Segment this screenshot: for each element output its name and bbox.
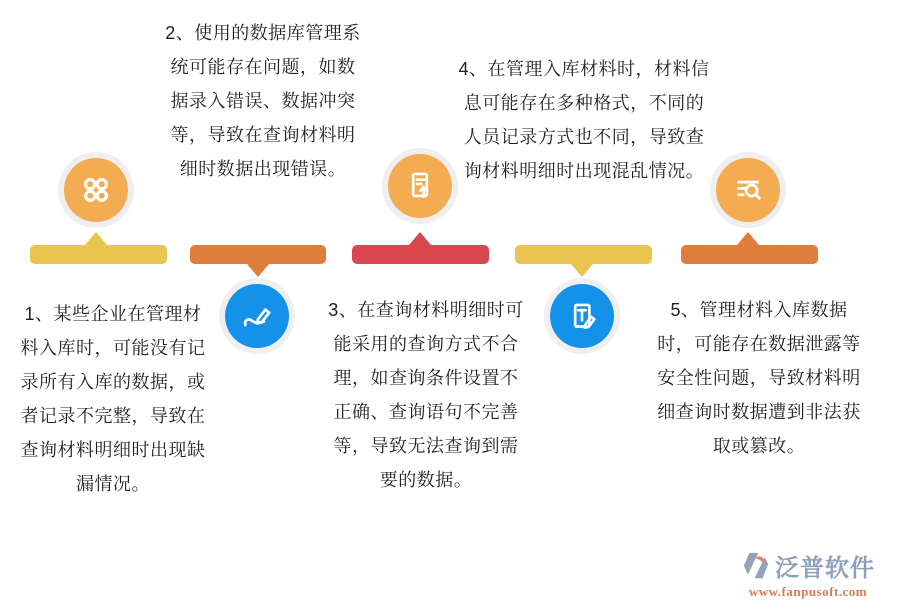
brand-website: www.fanpusoft.com — [748, 584, 868, 599]
item-5-bar — [681, 245, 818, 264]
item-1-pointer — [85, 232, 107, 245]
item-3-text: 3、在查询材料明细时可能采用的查询方式不合理，如查询条件设置不正确、查询语句不完善等，导致无法查询到需要的数据。 — [328, 300, 524, 490]
item-4-icon-halo — [544, 278, 620, 354]
brand-watermark — [728, 548, 888, 600]
item-3-pointer — [409, 232, 431, 245]
dots-grid-icon — [64, 158, 128, 222]
item-4-bar — [515, 245, 652, 264]
item-2-bar — [190, 245, 326, 264]
item-2-pointer — [247, 264, 269, 277]
item-5-icon-halo — [710, 152, 786, 228]
item-1-bar — [30, 245, 167, 264]
brand-name: 泛普软件 — [775, 556, 875, 582]
signature-pen-icon — [225, 284, 289, 348]
item-1-text: 1、某些企业在管理材料入库时，可能没有记录所有入库的数据，或者记录不完整，导致在查询材料明细时出现缺漏情况。 — [20, 304, 206, 494]
brand-logo-icon — [741, 550, 771, 582]
document-upload-icon — [388, 154, 452, 218]
item-2-icon-halo — [219, 278, 295, 354]
item-5-text: 5、管理材料入库数据时，可能存在数据泄露等安全性问题，导致材料明细查询时数据遭到非法获取或篡改。 — [657, 300, 861, 456]
text-edit-icon — [550, 284, 614, 348]
item-3-bar — [352, 245, 489, 264]
item-2-text: 2、使用的数据库管理系统可能存在问题，如数据录入错误、数据冲突等，导致在查询材料明细时数据出现错误。 — [165, 23, 361, 179]
search-list-icon — [716, 158, 780, 222]
item-5-pointer — [737, 232, 759, 245]
item-4-text: 4、在管理入库材料时，材料信息可能存在多种格式，不同的人员记录方式也不同，导致查询材料明细时出现混乱情况。 — [458, 59, 710, 181]
item-4-pointer — [571, 264, 593, 277]
item-3-icon-halo — [382, 148, 458, 224]
item-1-icon-halo — [58, 152, 134, 228]
